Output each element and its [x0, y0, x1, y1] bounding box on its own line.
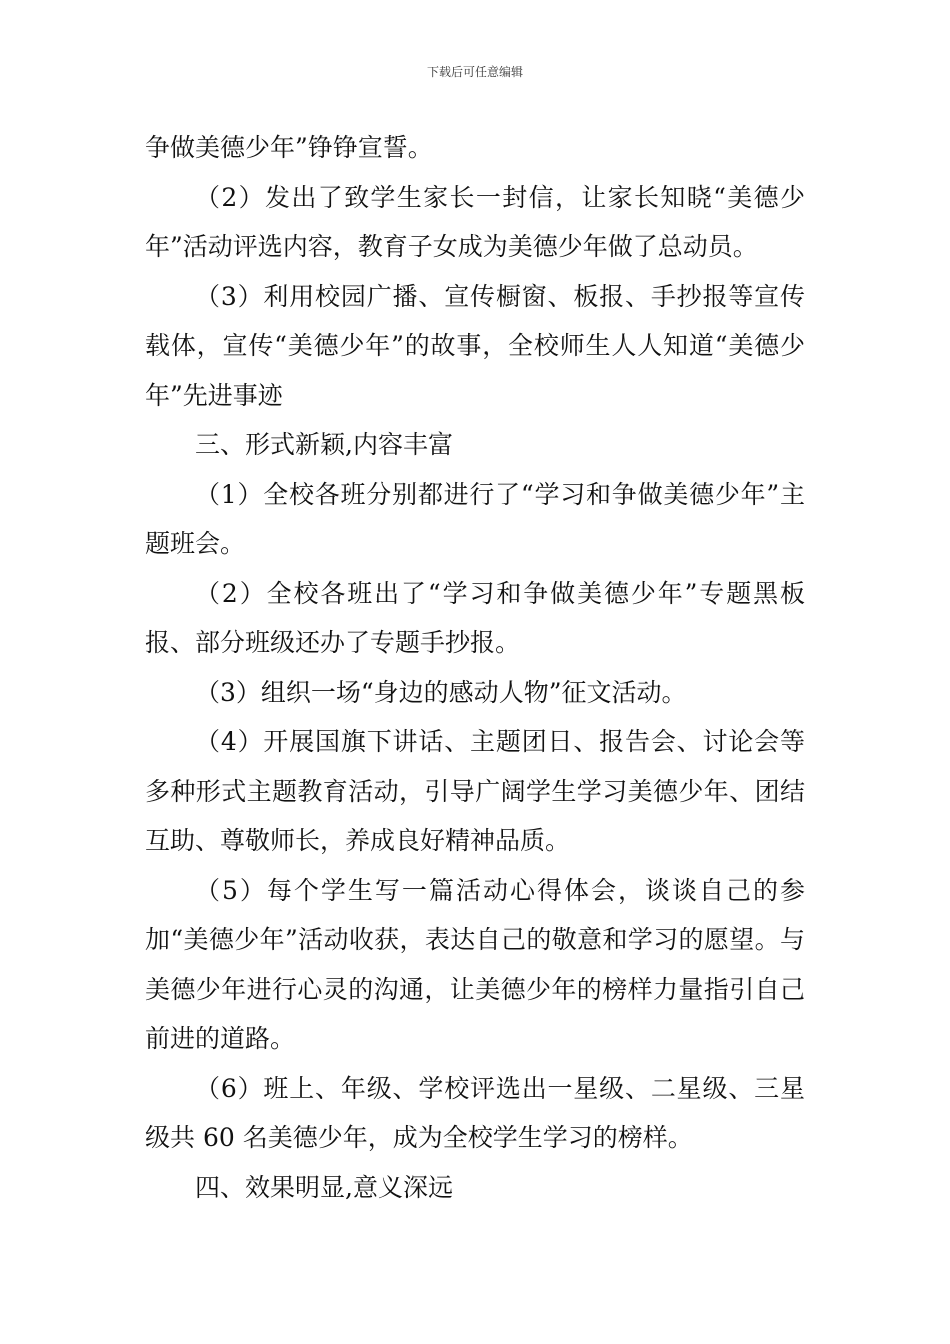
section-heading-3: 三、形式新颖,内容丰富 — [195, 430, 453, 459]
paragraph-item-3-essay: （3）组织一场“身边的感动人物”征文活动。 — [195, 677, 687, 707]
page-header-note: 下载后可任意编辑 — [426, 65, 523, 79]
paragraph-item-3-publicity: （3）利用校园广播、宣传橱窗、板报、手抄报等宣传载体，宣传“美德少年”的故事，全校师生人人知道“美德少年”先进事迹 — [145, 281, 805, 410]
section-heading-4: 四、效果明显,意义深远 — [195, 1172, 453, 1202]
paragraph-item-4-activities: （4）开展国旗下讲话、主题团日、报告会、讨论会等多种形式主题教育活动，引导广阔学生学习美德少年、团结互助、尊敬师长，养成良好精神品质。 — [145, 727, 805, 855]
document-body — [145, 123, 805, 1212]
paragraph-item-5-reflection: （5）每个学生写一篇活动心得体会，谈谈自己的参加“美德少年”活动收获，表达自己的敬意和学习的愿望。与美德少年进行心灵的沟通，让美德少年的榜样力量指引自己前进的道路。 — [145, 875, 805, 1053]
paragraph-item-6-selection: （6）班上、年级、学校评选出一星级、二星级、三星级共 60 名美德少年，成为全校学生学习的榜样。 — [145, 1073, 805, 1152]
paragraph-item-2-letter: （2）发出了致学生家长一封信，让家长知晓“美德少年”活动评选内容，教育子女成为美德少年做了总动员。 — [145, 182, 805, 261]
paragraph-continuation: 争做美德少年”铮铮宣誓。 — [145, 133, 433, 162]
paragraph-item-2-blackboard: （2）全校各班出了“学习和争做美德少年”专题黑板报、部分班级还办了专题手抄报。 — [145, 578, 805, 657]
paragraph-item-1-class-meeting: （1）全校各班分别都进行了“学习和争做美德少年”主题班会。 — [145, 479, 805, 558]
